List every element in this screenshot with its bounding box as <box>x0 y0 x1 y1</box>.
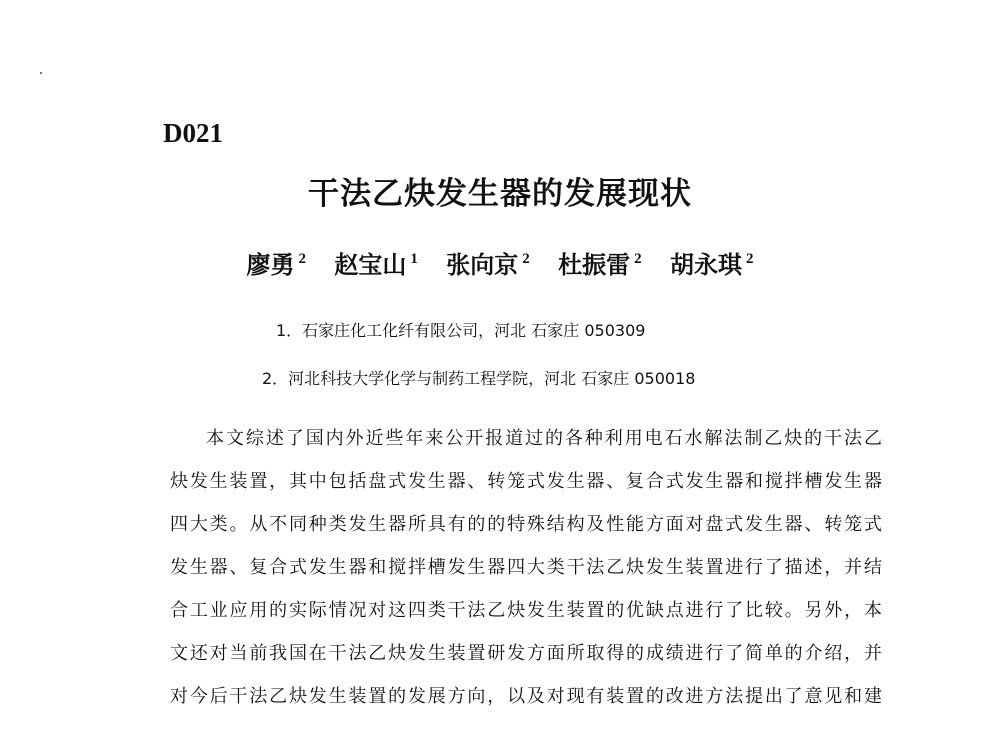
author-affiliation-mark: 1 <box>410 251 418 267</box>
abstract-line: 四大类。从不同种类发生器所具有的的特殊结构及性能方面对盘式发生器、转笼式 <box>170 514 882 535</box>
author-name: 廖勇 <box>246 251 295 279</box>
author <box>558 245 642 280</box>
affiliation-1: 1．石家庄化工化纤有限公司，河北 石家庄 050309 <box>276 321 646 340</box>
affiliation-2: 2．河北科技大学化学与制药工程学院，河北 石家庄 050018 <box>262 369 696 388</box>
abstract-line: 文还对当前我国在干法乙炔发生装置研发方面所取得的成绩进行了简单的介绍，并 <box>170 643 882 664</box>
author-name: 张向京 <box>446 251 519 279</box>
author-name: 赵宝山 <box>334 251 407 279</box>
abstract-line: 炔发生装置，其中包括盘式发生器、转笼式发生器、复合式发生器和搅拌槽发生器 <box>170 471 882 492</box>
abstract-body <box>170 427 882 728</box>
author-name: 杜振雷 <box>558 251 631 279</box>
abstract-line: 对今后干法乙炔发生装置的发展方向，以及对现有装置的改进方法提出了意见和建 <box>170 686 882 707</box>
scan-speck <box>40 72 42 74</box>
author <box>446 245 530 280</box>
author <box>334 245 418 280</box>
abstract-line: 本文综述了国内外近些年来公开报道过的各种利用电石水解法制乙炔的干法乙 <box>206 428 882 449</box>
author <box>247 245 307 280</box>
author <box>670 245 754 280</box>
author-affiliation-mark: 2 <box>522 251 530 267</box>
author-affiliation-mark: 2 <box>745 251 754 267</box>
author-name: 胡永琪 <box>669 251 742 279</box>
paper-title: 干法乙炔发生器的发展现状 <box>308 176 692 212</box>
paper-code: D021 <box>163 118 223 148</box>
abstract-line: 发生器、复合式发生器和搅拌槽发生器四大类干法乙炔发生装置进行了描述，并结 <box>170 557 882 578</box>
author-affiliation-mark: 2 <box>298 251 307 267</box>
abstract-line: 合工业应用的实际情况对这四类干法乙炔发生装置的优缺点进行了比较。另外，本 <box>170 600 882 621</box>
author-affiliation-mark: 2 <box>634 251 642 267</box>
author-list <box>0 245 1000 280</box>
